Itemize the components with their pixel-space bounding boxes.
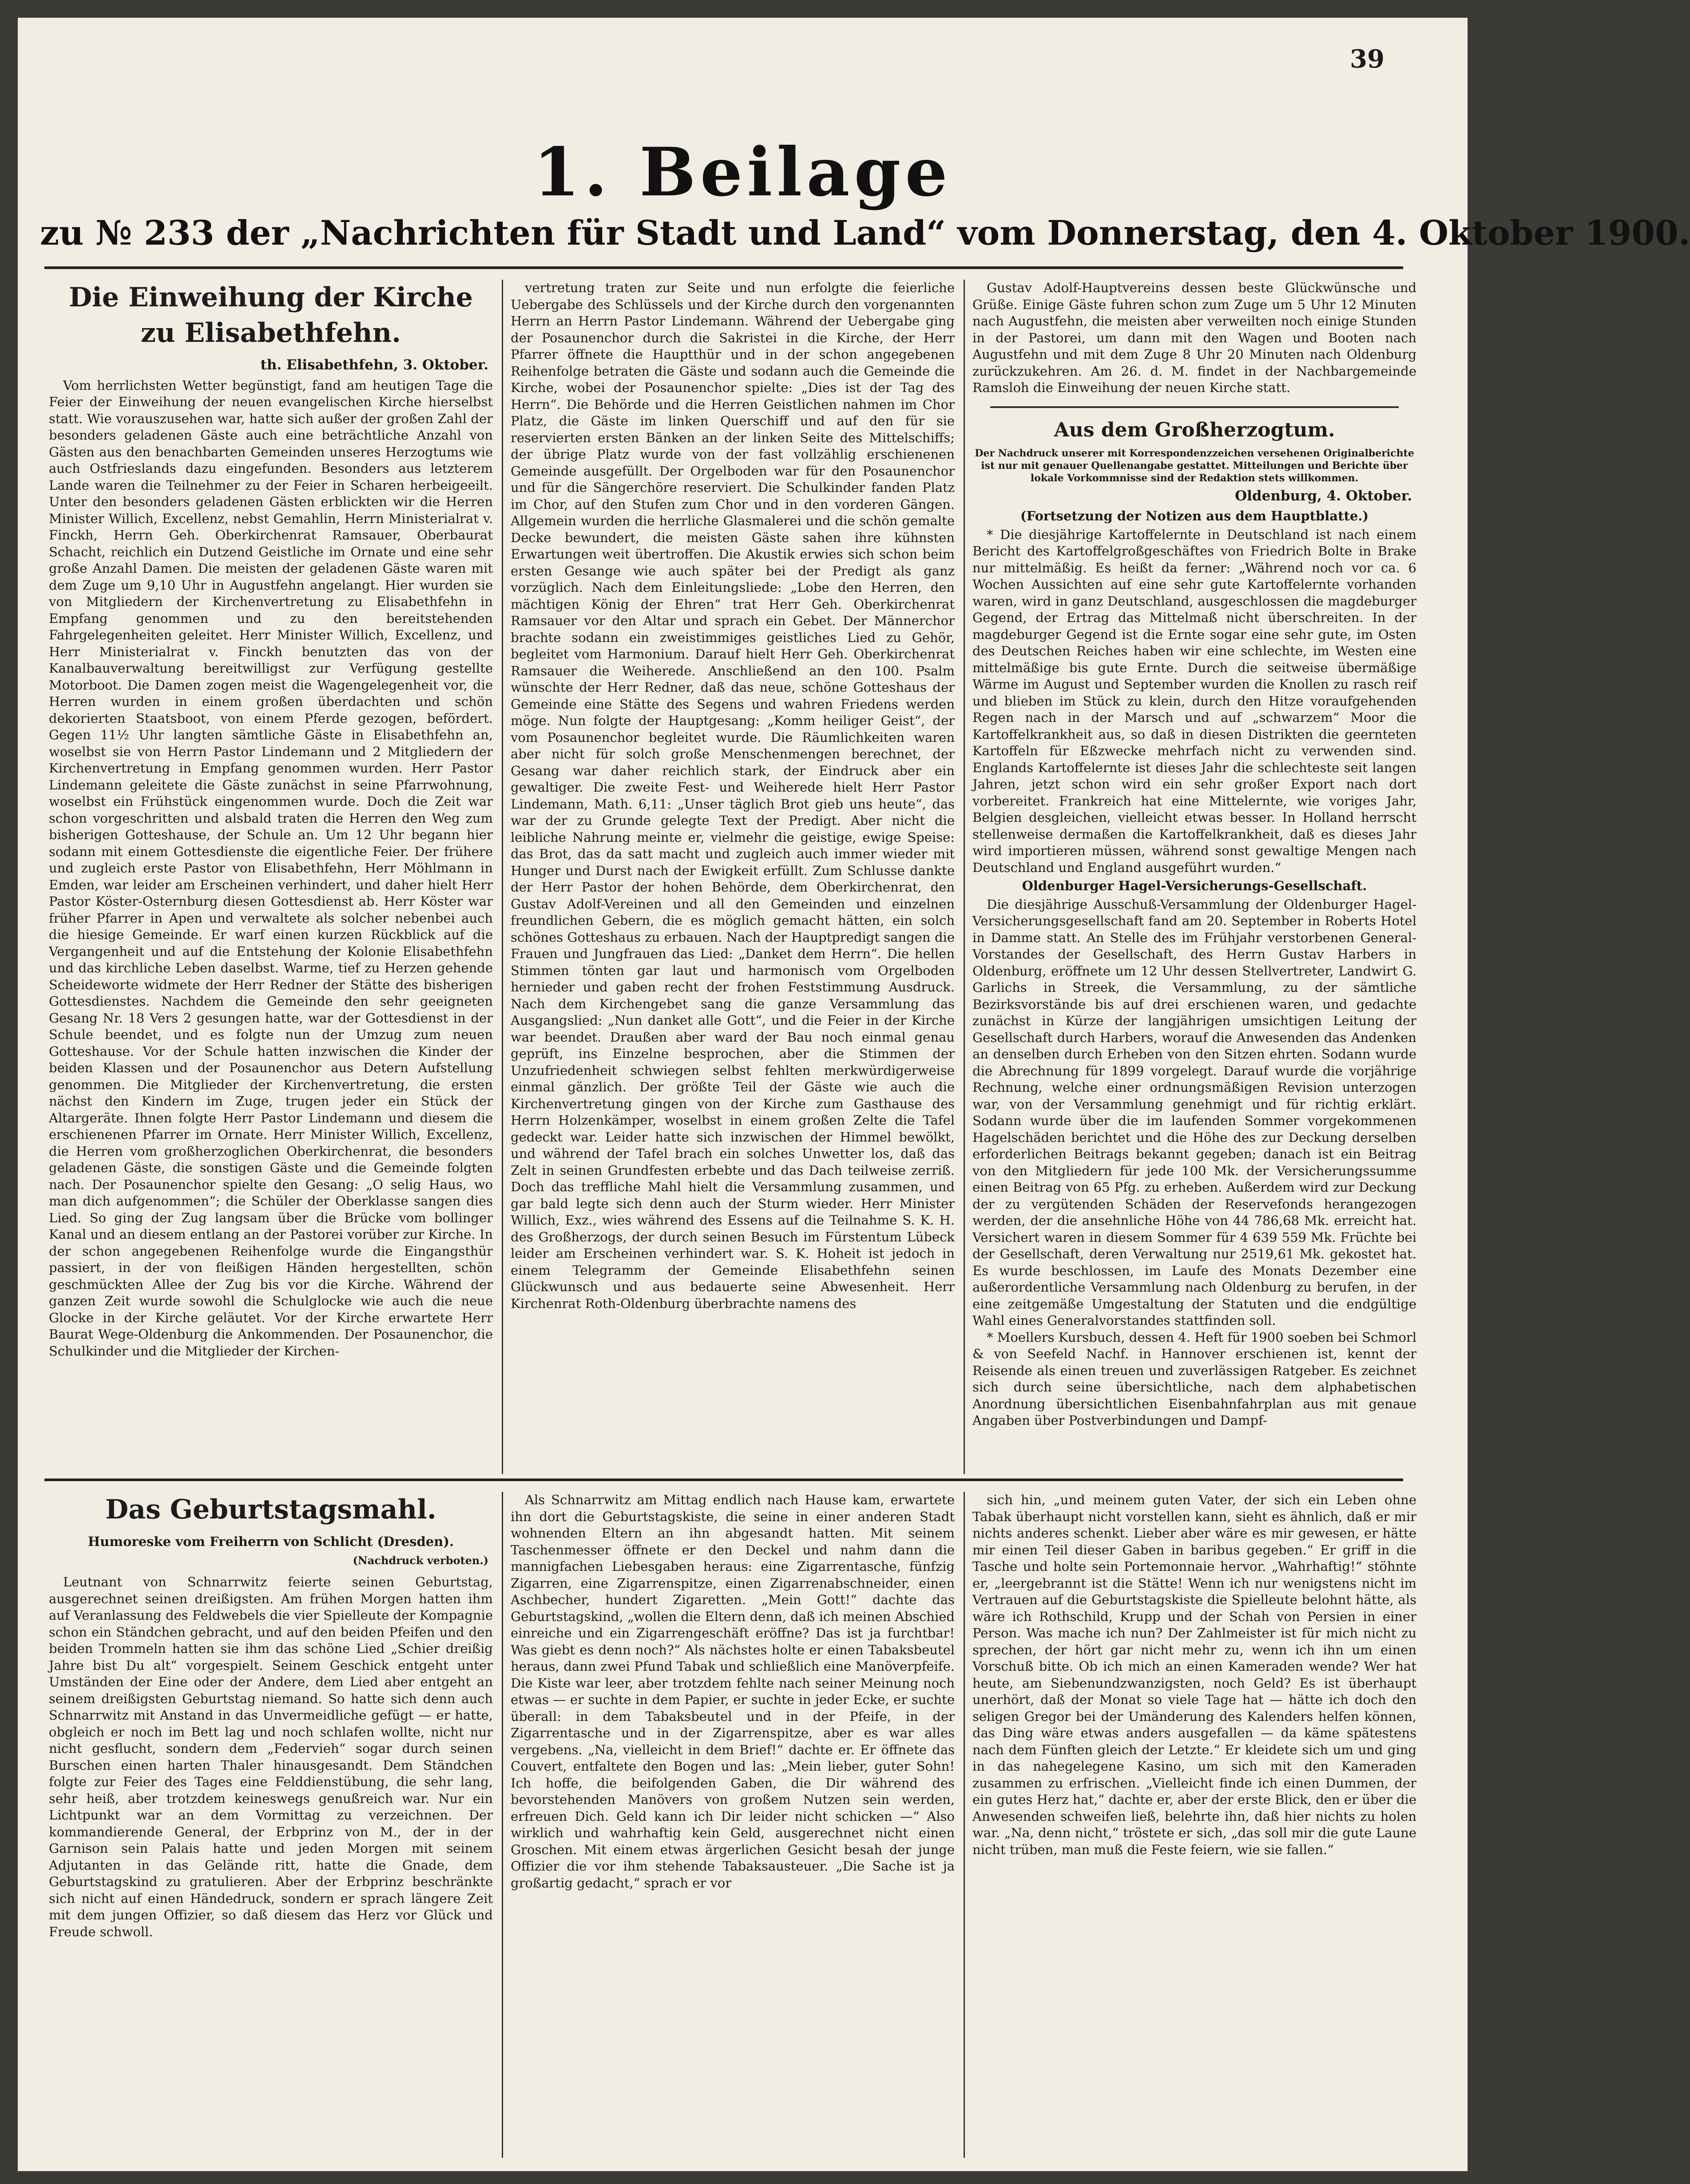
article-dateline: th. Elisabethfehn, 3. Oktober. (260, 357, 488, 373)
article-text: Gustav Adolf-Hauptvereins dessen beste Glückwünsche und Grüße. Einige Gäste fuhren schon zum Zuge um 5 Uhr 12 Minuten nach Augustfehn, die meisten aber verweilten noch einige Stunden in der Pastorei, um dann mit den Wagen und Booten nach Augustfehn und mit dem Zuge 8 Uhr 20 Minuten nach Oldenburg zurückzukehren. Am 26. d. M. findet in der Nachbargemeinde Ramsloh die Einweihung der neuen Kirche statt. (972, 280, 1416, 395)
feuilleton-byline: Humoreske vom Freiherrn von Schlicht (Dresden). (87, 1534, 454, 1549)
page-number: 39 (1350, 44, 1385, 74)
news-item: * Die diesjährige Kartoffelernte in Deutschland ist nach einem Bericht des Kartoffelgroßgeschäftes von Friedrich Bolte in Brake nur mittelmäßig. Es heißt da ferner: „Während noch vor ca. 6 Wochen Aussichten auf eine sehr gute Kartoffelernte vorhanden waren, wird in ganz Deutschland, ausgeschlossen die magdeburger Gegend, der Ertrag das Mittelmaß nicht überschreiten. In der magdeburger Gegend ist die Ernte sogar eine sehr gute, im Osten des Deutschen Reiches haben wir eine schlechte, im Westen eine mittelmäßige bis gute Ernte. Durch die seitweise übermäßige Wärme im August und September wurden die Knollen zu rasch reif und blieben im Stück zu klein, durch den Hitze voraufgehenden Regen nach in der Marsch und auf „schwarzem“ Moor die Kartoffelkrankheit aus, so daß in diesen Distrikten die geernteten Kartoffeln für Eßzwecke mehrfach nicht zu verwenden sind. Englands Kartoffelernte ist dieses Jahr die schlechteste seit langen Jahren, jetzt schon wird ein sehr großer Export nach dort vorbereitet. Frankreich hat eine Mittelernte, wie voriges Jahr, Belgien desgleichen, vielleicht etwas besser. In Holland herrscht stellenweise dermaßen die Kartoffelkrankheit, daß es dieses Jahr wird importieren müssen, während sonst gewaltige Mengen nach Deutschland und England ausgeführt wurden.“ (972, 527, 1416, 875)
article-church-col2 (511, 280, 955, 1474)
feuilleton-col3 (972, 1492, 1416, 2158)
supplement-subtitle: zu № 233 der „Nachrichten für Stadt und Land“ vom Donnerstag, den 4. Oktober 1900. (40, 213, 1690, 253)
continuation-note: (Fortsetzung der Notizen aus dem Hauptblatte.) (1020, 508, 1369, 523)
feuilleton-text: sich hin, „und meinem guten Vater, der sich ein Leben ohne Tabak überhaupt nicht vorstellen kann, sieht es ähnlich, daß er mir nichts anderes schenkt. Lieber aber wäre es mir gewesen, er hätte mir einen Teil dieser Gaben in baribus gegeben.“ Er griff in die Tasche und holte sein Portemonnaie hervor. „Wahrhaftig!“ stöhnte er, „leergebrannt ist die Stätte! Wenn ich nur wenigstens nicht im Vertrauen auf die Geburtstagskiste die Spielleute belohnt hätte, als wäre ich Rothschild, Krupp und der Schah von Persien in einer Person. Was mache ich nun? Der Zahlmeister ist für mich nicht zu sprechen, der hört gar nicht mehr zu, wenn ich ihn um einen Vorschuß bitte. Ob ich mich an einen Kameraden wende? Wer hat heute, am Siebenundzwanzigsten, noch Geld? Es ist überhaupt unerhört, daß der Monat so viele Tage hat — hätte ich doch den seligen Gregor bei der Umänderung des Kalenders helfen können, das Ding wäre etwas anders ausgefallen — da käme spätestens nach dem Fünften gleich der Letzte.“ Er kleidete sich um und ging in das nahegelegene Kasino, um sich mit den Kameraden zusammen zu erfrischen. „Vielleicht finde ich einen Dummen, der ein gutes Herz hat,“ dachte er, aber der erste Blick, den er über die Anwesenden schweifen ließ, belehrte ihn, daß hier nichts zu holen war. „Na, denn nicht,“ tröstete er sich, „das soll mir die gute Laune nicht trüben, man muß die Feste feiern, wie sie fallen.“ (972, 1492, 1416, 1857)
newspaper-page (18, 18, 1690, 2171)
column-divider (964, 280, 965, 1474)
news-item: Die diesjährige Ausschuß-Versammlung der Oldenburger Hagel-Versicherungsgesellschaft fand am 20. September in Roberts Hotel in Damme statt. An Stelle des im Frühjahr verstorbenen General-Vorstandes der Gesellschaft, des Herrn Gustav Harbers in Oldenburg, eröffnete um 12 Uhr dessen Stellvertreter, Landwirt G. Garlichs in Streek, die Versammlung, zu der sämtliche Bezirksvorstände bis auf drei erschienen waren, und gedachte zunächst in Kürze der langjährigen umsichtigen Leitung der Gesellschaft durch Harbers, worauf die Anwesenden das Andenken an denselben durch Erheben von den Sitzen ehrten. Sodann wurde die Abrechnung für 1899 vorgelegt. Darauf wurde die vorjährige Rechnung, welche einer ordnungsmäßigen Revision unterzogen war, von der Versammlung genehmigt und für richtig erklärt. Sodann wurde über die im laufenden Sommer vorgekommenen Hagelschäden berichtet und die Höhe des zur Deckung derselben erforderlichen Beitrags bekannt gegeben; danach ist ein Beitrag von den Mitgliedern für jede 100 Mk. der Versicherungssumme einen Beitrag von 65 Pfg. zu erheben. Außerdem wird zur Deckung der zu vergütenden Schäden der Reservefonds herangezogen werden, der die ansehnliche Höhe von 44 786,68 Mk. erreicht hat. Versichert waren in diesem Sommer für 4 639 559 Mk. Früchte bei der Gesellschaft, deren Verwaltung nur 2519,61 Mk. gekostet hat. Es wurde beschlossen, im Laufe des Monats Dezember eine außerordentliche Versammlung nach Oldenburg zu berufen, in der eine zeitgemäße Umgestaltung der Statuten und die endgültige Wahl eines Generalvorstandes stattfinden soll. (972, 896, 1416, 1328)
reprint-notice: Der Nachdruck unserer mit Korrespondenzzeichen versehenen Originalberichte ist nur mit genauer Quellenangabe gestattet. Mitteilungen und Berichte über lokale Vorkommnisse sind der Redaktion stets willkommen. (975, 447, 1414, 484)
supplement-title: 1. Beilage (533, 133, 952, 211)
section-rule (990, 406, 1399, 408)
section-dateline: Oldenburg, 4. Oktober. (1235, 488, 1412, 504)
top-rule (44, 266, 1403, 269)
feuilleton-headline: Das Geburtstagsmahl. (105, 1494, 436, 1525)
section-headline: Aus dem Großherzogtum. (1054, 418, 1335, 441)
article-church-col1 (49, 280, 493, 1474)
feuilleton-col1 (49, 1492, 493, 2158)
feuilleton-col2 (511, 1492, 955, 2158)
news-subhead: Oldenburger Hagel-Versicherungs-Gesellschaft. (1022, 878, 1367, 893)
feuilleton-rule (44, 1478, 1403, 1481)
column-divider (502, 280, 503, 1474)
column-divider (502, 1492, 503, 2158)
reprint-note: (Nachdruck verboten.) (353, 1554, 488, 1567)
article-text: Vom herrlichsten Wetter begünstigt, fand am heutigen Tage die Feier der Einweihung der neuen evangelischen Kirche hierselbst statt. Wie vorauszusehen war, hatte sich außer der großen Zahl der besonders geladenen Gäste auch eine beträchtliche Anzahl von Gästen aus den benachbarten Gemeinden unseres Herzogtums wie auch Ostfrieslands dazu eingefunden. Besonders aus letzterem Lande waren die Teilnehmer zu der Feier in Scharen herbeigeeilt. Unter den besonders geladenen Gästen erblickten wir die Herren Minister Willich, Excellenz, nebst Gemahlin, Herrn Ministerialrat v. Finckh, Herrn Geh. Oberkirchenrat Ramsauer, Oberbaurat Schacht, reichlich ein Dutzend Geistliche im Ornate und eine sehr große Anzahl Damen. Die meisten der geladenen Gäste waren mit dem Zuge um 9,10 Uhr in Augustfehn angelangt. Hier wurden sie von Mitgliedern der Kirchenvertretung zu Elisabethfehn in Empfang genommen und zu den bereitstehenden Fahrgelegenheiten geleitet. Herr Minister Willich, Excellenz, und Herr Ministerialrat v. Finckh benutzten das von der Kanalbauverwaltung bereitwilligst zur Verfügung gestellte Motorboot. Die Damen zogen meist die Wagengelegenheit vor, die Herren wurden in einem großen überdachten und schön dekorierten Staatsboot, von einem Pferde gezogen, befördert. Gegen 11½ Uhr langten sämtliche Gäste in Elisabethfehn an, woselbst sie von Herrn Pastor Lindemann und 2 Mitgliedern der Kirchenvertretung in Empfang genommen wurden. Herr Pastor Lindemann geleitete die Gäste zunächst in seine Pfarrwohnung, woselbst ein Frühstück eingenommen wurde. Doch die Zeit war schon vorgeschritten und alsbald traten die Herren den Weg zum bisherigen Gotteshause, der Schule an. Um 12 Uhr begann hier sodann mit einem Gottesdienste die eigentliche Feier. Der frühere und zugleich erste Pastor von Elisabethfehn, Herr Möhlmann in Emden, war leider am Erscheinen verhindert, und daher hielt Herr Pastor Köster-Osternburg diesen Gottesdienst ab. Herr Köster war früher Pfarrer in Apen und verwaltete als solcher nebenbei auch die hiesige Gemeinde. Er warf einen kurzen Rückblick auf die Vergangenheit und auf die Entstehung der Kolonie Elisabethfehn und das kirchliche Leben daselbst. Warme, tief zu Herzen gehende Scheideworte widmete der Herr Redner der Stätte des bisherigen Gottesdienstes. Nachdem die Gemeinde den sehr geeigneten Gesang Nr. 18 Vers 2 gesungen hatte, war der Gottesdienst in der Schule beendet, und es folgte nun der Umzug zum neuen Gotteshause. Vor der Schule hatten inzwischen die Kinder der beiden Klassen und der Posaunenchor aus Detern Aufstellung genommen. Die Mitglieder der Kirchenvertretung, die ersten nächst den Kindern im Zuge, trugen jeder ein Stück der Altargeräte. Ihnen folgte Herr Pastor Lindemann und diesem die erschienenen Pfarrer im Ornate. Herr Minister Willich, Excellenz, die Herren vom großherzoglichen Oberkirchenrat, die besonders geladenen Gäste, die sonstigen Gäste und die Gemeinde folgten nach. Der Posaunenchor spielte den Gesang: „O selig Haus, wo man dich aufgenommen“; die Schüler der Oberklasse sangen dies Lied. So ging der Zug langsam über die Brücke vom bollinger Kanal und an diesem entlang an der Pastorei vorüber zur Kirche. In der schon angegebenen Reihenfolge wurde die Eingangsthür passiert, in der von fleißigen Händen hergestellten, schön geschmückten Allee der Zug bis vor die Kirche. Während der ganzen Zeit wurde sowohl die Schulglocke wie auch die neue Glocke in der Kirche geläutet. Vor der Kirche erwartete Herr Baurat Wege-Oldenburg die Ankommenden. Der Posaunenchor, die Schulkinder und die Mitglieder der Kirchen- (49, 377, 493, 1359)
column-divider (964, 1492, 965, 2158)
news-item: * Moellers Kursbuch, dessen 4. Heft für 1900 soeben bei Schmorl & von Seefeld Nachf. in Hannover erschienen ist, kennt der Reisende als einen treuen und zuverlässigen Ratgeber. Es zeichnet sich durch seine übersichtliche, nach dem alphabetischen Anordnung übersichtlichen Eisenbahnfahrplan aus mit genaue Angaben über Postverbindungen und Dampf- (972, 1329, 1416, 1428)
feuilleton-text: Als Schnarrwitz am Mittag endlich nach Hause kam, erwartete ihn dort die Geburtstagskiste, die seine in einer anderen Stadt wohnenden Eltern an ihn abgesandt hatten. Mit seinem Taschenmesser öffnete er den Deckel und nahm dann die mannigfachen Liebesgaben heraus: eine Zigarrentasche, fünfzig Zigarren, eine Zigarrenspitze, einen Zigarrenabschneider, einen Aschbecher, hundert Zigaretten. „Mein Gott!“ dachte das Geburtstagskind, „wollen die Eltern denn, daß ich meinen Abschied einreiche und ein Zigarrengeschäft eröffne? Das ist ja furchtbar! Was giebt es denn noch?“ Als nächstes holte er einen Tabaksbeutel heraus, dann zwei Pfund Tabak und schließlich eine Manöverpfeife. Die Kiste war leer, aber trotzdem fehlte nach seiner Meinung noch etwas — er suchte in dem Papier, er suchte in jeder Ecke, er suchte überall: in dem Tabaksbeutel und in der Pfeife, in der Zigarrentasche und in der Zigarrenspitze, aber es war alles vergebens. „Na, vielleicht in dem Brief!“ dachte er. Er öffnete das Couvert, entfaltete den Bogen und las: „Mein lieber, guter Sohn! Ich hoffe, die beifolgenden Gaben, die Dir während des bevorstehenden Manövers von großem Nutzen sein werden, erfreuen Dich. Geld kann ich Dir leider nicht schicken —“ Also wirklich und wahrhaftig kein Geld, ausgerechnet nicht einen Groschen. Mit einem etwas ärgerlichen Gesicht besah der junge Offizier die vor ihm stehende Tabaksausteuer. „Die Sache ist ja großartig gedacht,“ sprach er vor (511, 1492, 955, 1891)
article-headline: Die Einweihung der Kirche zu Elisabethfehn. (69, 282, 473, 349)
article-text: vertretung traten zur Seite und nun erfolgte die feierliche Uebergabe des Schlüssels und der Kirche durch den vorgenannten Herrn an Herrn Pastor Lindemann. Während der Uebergabe ging der Posaunenchor durch die Sakristei in die Kirche, der Herr Pfarrer öffnete die Hauptthür und in der schon angegebenen Reihenfolge betraten die Gäste und sodann auch die Gemeinde die Kirche, wobei der Posaunenchor spielte: „Dies ist der Tag des Herrn“. Die Behörde und die Herren Geistlichen nahmen im Chor Platz, die Gäste im linken Querschiff und auf den für sie reservierten ersten Bänken an der linken Seite des Mittelschiffs; der übrige Platz wurde von der fast vollzählig erschienenen Gemeinde ausgefüllt. Der Orgelboden war für den Posaunenchor und für die Sängerchöre reserviert. Die Schulkinder fanden Platz im Chor, auf den Stufen zum Chor und in den vorderen Gängen. Allgemein wurden die herrliche Glasmalerei und die schön gemalte Decke bewundert, die meisten Gäste sahen ihre kühnsten Erwartungen weit übertroffen. Die Akustik erwies sich schon beim ersten Gesange wie auch später bei der Predigt als ganz vorzüglich. Nach dem Einleitungsliede: „Lobe den Herren, den mächtigen König der Ehren“ trat Herr Geh. Oberkirchenrat Ramsauer vor den Altar und sprach ein Gebet. Der Männerchor brachte sodann ein zweistimmiges geistliches Lied zu Gehör, begleitet vom Harmonium. Darauf hielt Herr Geh. Oberkirchenrat Ramsauer die Weiherede. Anschließend an den 100. Psalm wünschte der Herr Redner, daß das neue, schöne Gotteshaus der Gemeinde eine Stätte des Segens und wahren Friedens werden möge. Nun folgte der Hauptgesang: „Komm heiliger Geist“, der vom Posaunenchor begleitet wurde. Die Räumlichkeiten waren aber nicht für solch große Menschenmengen berechnet, der Gesang war daher reichlich stark, der Eindruck aber ein gewaltiger. Die zweite Fest- und Weiherede hielt Herr Pastor Lindemann, Math. 6,11: „Unser täglich Brot gieb uns heute“, das war der zu Grunde gelegte Text der Predigt. Aber nicht die leibliche Nahrung meinte er, vielmehr die geistige, ewige Speise: das Brot, das da satt macht und zugleich auch immer wieder mit Hunger und Durst nach der Ewigkeit erfüllt. Zum Schlusse dankte der Herr Pastor der hohen Behörde, dem Oberkirchenrat, den Gustav Adolf-Vereinen und all den Gemeinden und einzelnen freundlichen Gebern, die es möglich gemacht hätten, ein solch schönes Gotteshaus zu erbauen. Nach der Hauptpredigt sangen die Frauen und Jungfrauen das Lied: „Danket dem Herrn“. Die hellen Stimmen tönten gar laut und harmonisch vom Orgelboden hernieder und gaben recht der frohen Feststimmung Ausdruck. Nach dem Kirchengebet sang die ganze Versammlung das Ausgangslied: „Nun danket alle Gott“, und die Feier in der Kirche war beendet. Draußen aber ward der Bau noch einmal genau geprüft, ins Einzelne besprochen, aber die Stimmen der Unzufriedenheit schwiegen selbst fehlten merkwürdigerweise einmal gänzlich. Der größte Teil der Gäste wie auch die Kirchenvertretung gingen von der Kirche zum Gasthause des Herrn Holzenkämper, woselbst in einem großen Zelte die Tafel gedeckt war. Leider hatte sich inzwischen der Himmel bewölkt, und während der Tafel brach ein solches Unwetter los, daß das Zelt in seinen Grundfesten erbebte und das Dach teilweise zerriß. Doch das treffliche Mahl hielt die Versammlung zusammen, und gar bald legte sich denn auch der Sturm wieder. Herr Minister Willich, Exz., wies während des Essens auf die Teilnahme S. K. H. des Großherzogs, der durch seinen Besuch im Fürstentum Lübeck leider am Erscheinen verhindert war. S. K. Hoheit ist jedoch in einem Telegramm der Gemeinde Elisabethfehn seinen Glückwunsch und aus bedauerte seine Abwesenheit. Herr Kirchenrat Roth-Oldenburg überbrachte namens des (511, 280, 955, 1311)
article-col3 (972, 280, 1416, 1474)
feuilleton-text: Leutnant von Schnarrwitz feierte seinen Geburtstag, ausgerechnet seinen dreißigsten. Am frühen Morgen hatten ihm auf Veranlassung des Feldwebels die vier Spielleute der Kompagnie schon ein Ständchen gebracht, und auf den beiden Pfeifen und den beiden Trommeln hatten sie ihm das schöne Lied „Schier dreißig Jahre bist Du alt“ vorgespielt. Seinem Geschick entgeht unter Umständen der Eine oder der Andere, dem Lied aber entgeht an seinem dreißigsten Geburtstag niemand. So hatte sich denn auch Schnarrwitz mit Anstand in das Unvermeidliche gefügt — er hatte, obgleich er noch im Bett lag und noch schlafen wollte, nicht nur nicht gesflucht, sondern dem „Federvieh“ sogar durch seinen Burschen einen harten Thaler hinausgesandt. Dem Ständchen folgte zur Feier des Tages eine Felddienstübung, die sehr lang, sehr heiß, aber trotzdem keineswegs genußreich war. Nur ein Lichtpunkt war an dem Vormittag zu verzeichnen. Der kommandierende General, der Erbprinz von M., der in der Garnison sein Palais hatte und jeden Morgen mit seinem Adjutanten in das Gelände ritt, hatte die Gnade, dem Geburtstagskind zu gratulieren. Aber der Erbprinz beschränkte sich nicht auf einen Händedruck, sondern er sprach längere Zeit mit dem jungen Offizier, so daß diesem das Herz vor Glück und Freude schwoll. (49, 1574, 493, 1939)
